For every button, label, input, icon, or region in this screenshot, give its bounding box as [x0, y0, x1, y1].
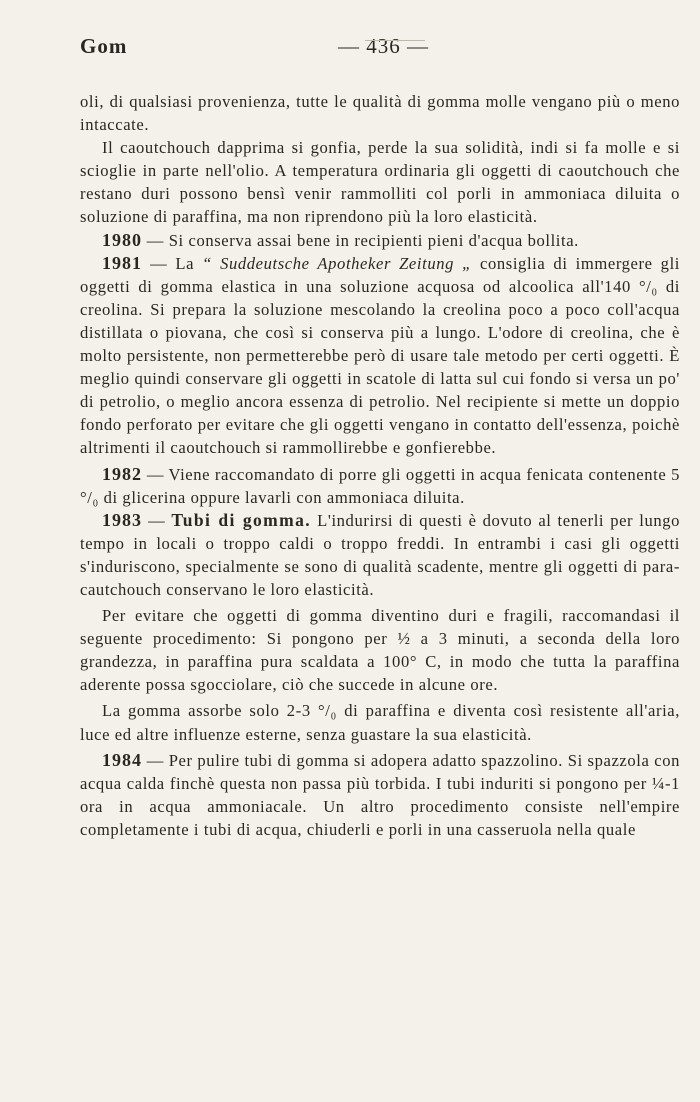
page-header	[80, 34, 680, 64]
paragraph-continuation: oli, di qualsiasi provenienza, tutte le qualità di gomma molle vengano più o meno intaccate.	[80, 92, 680, 135]
entry-number: 1984	[102, 749, 142, 770]
entry-1983: 1983 — Tubi di gomma. L'indurirsi di questi è dovuto al tenerli per lungo tempo in locali o troppo caldi o troppo freddi. In entrambi i casi gli oggetti s'induriscono, specialmente se sono di qualità scadente, mentre gli oggetti di para-cautchouch conservano le loro elasticità.	[80, 509, 681, 599]
paragraph: Per evitare che oggetti di gomma diventino duri e fragili, raccomandasi il seguente procedimento: Si pongono per ½ a 3 minuti, a seconda della loro grandezza, in paraffina pura scaldata a 100° C, in modo che tutta la paraffina aderente possa sgocciolare, ciò che succede in alcune ore.	[80, 606, 680, 695]
journal-title: “ Suddeutsche Apotheker Zeitung „	[202, 253, 472, 273]
page-number: — 436 —	[338, 34, 429, 58]
paragraph: Il caoutchouch dapprima si gonfia, perde la sua solidità, indi si fa molle e si scioglie in parte nell'olio. A temperatura ordinaria gli oggetti di caoutchouch che restano duri possono bensì venir rammolliti col porli in ammoniaca diluita o soluzione di paraffina, ma non riprendono più la loro elasticità.	[80, 138, 680, 227]
header-rule	[365, 40, 425, 41]
entry-1984: 1984 — Per pulire tubi di gomma si adopera adatto spazzolino. Si spazzola con acqua calda finchè questa non passa più torbida. I tubi induriti si pongono per ¼-1 ora in acqua ammoniacale. Un altro procedimento consiste nell'empire completamente i tubi di acqua, chiuderli e porli in una casseruola nella quale	[80, 749, 680, 839]
entry-1981: 1981 — La “ Suddeutsche Apotheker Zeitung „ consiglia di immergere gli oggetti di gomma elastica in una soluzione acquosa od alcoolica all'140 °/₀ di creolina. Si prepara la soluzione mescolando la creolina poco a poco coll'acqua distillata o piovana, che così si conserva più a lungo. L'odore di creolina, che è molto persistente, non permetterebbe però di usare tale metodo per certi oggetti. È meglio quindi conservare gli oggetti in scatole di latta sul cui fondo si versa un po' di petrolio, o meglio ancora essenza di petrolio. Nel recipiente si mette un doppio fondo perforato per evitare che gli oggetti vengano in contatto dell'essenza, poichè altrimenti il caoutchouch si rammollirebbe e gonfierebbe.	[80, 252, 681, 458]
entry-1982: 1982 — Viene raccomandato di porre gli oggetti in acqua fenicata contenente 5 °/₀ di glicerina oppure lavarli con ammoniaca diluita.	[80, 463, 681, 507]
entry-number: 1983	[102, 509, 142, 530]
paragraph: La gomma assorbe solo 2-3 °/₀ di paraffina e diventa così resistente all'aria, luce ed altre influenze esterne, senza guastare la sua elasticità.	[80, 701, 680, 744]
entry-number: 1982	[102, 463, 142, 484]
entry-number: 1981	[102, 252, 142, 273]
section-heading: Tubi di gomma.	[171, 509, 312, 530]
page-body	[80, 90, 680, 841]
running-head: Gom	[80, 34, 128, 58]
entry-1980: 1980 — Si conserva assai bene in recipienti pieni d'acqua bollita.	[102, 229, 579, 250]
entry-number: 1980	[102, 229, 142, 250]
